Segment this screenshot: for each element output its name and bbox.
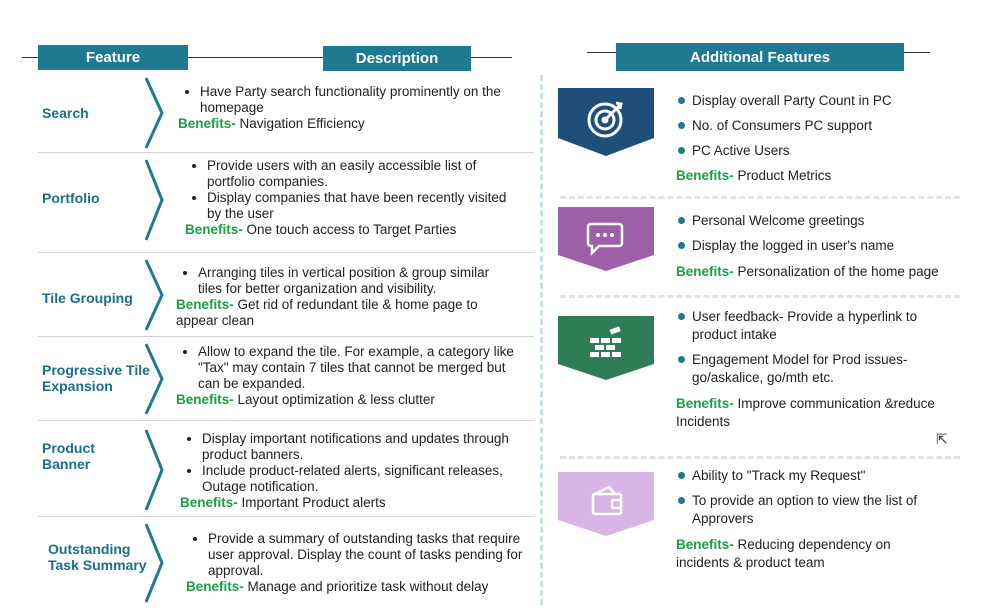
- benefits-label: Benefits-: [186, 579, 244, 594]
- additional-list-3: [678, 308, 938, 387]
- benefits-label: Benefits-: [676, 396, 734, 411]
- description-search: [178, 84, 523, 132]
- additional-benefit-4: [676, 536, 921, 572]
- point: • Include product-related alerts, significant releases, Outage notification.: [202, 463, 525, 495]
- chevron-icon: [142, 342, 168, 416]
- chevron-icon: [142, 76, 168, 150]
- row-separator: [38, 336, 534, 337]
- chevron-icon: [142, 428, 168, 512]
- list-item: Engagement Model for Prod issues- go/askalice, go/mth etc.: [678, 351, 938, 387]
- dependency-badge: [558, 472, 654, 538]
- benefit-text: Important Product alerts: [241, 495, 386, 510]
- description-portfolio: [185, 158, 515, 238]
- cursor-icon: ⇱: [936, 431, 948, 447]
- benefit-text: Improve communication &reduce Incidents: [676, 396, 935, 429]
- list-item: User feedback- Provide a hyperlink to product intake: [678, 308, 938, 344]
- chevron-icon: [142, 158, 168, 242]
- benefits-label: Benefits-: [178, 116, 236, 131]
- feature-portfolio: Portfolio: [42, 190, 100, 206]
- point: • Display important notifications and updates through product banners.: [202, 431, 525, 463]
- benefit-text: Get rid of redundant tile & home page to appear clean: [176, 297, 478, 328]
- feature-header: Feature: [38, 45, 188, 70]
- point: • Provide a summary of outstanding tasks that require user approval. Display the count of tasks pending for approval.: [208, 531, 531, 579]
- list-item: No. of Consumers PC support: [678, 117, 978, 135]
- communication-badge: [558, 316, 654, 382]
- section-divider: [560, 295, 960, 298]
- point: • Arranging tiles in vertical position & group similar tiles for better organization and visibility.: [198, 265, 516, 297]
- additional-benefit-1: [676, 167, 976, 185]
- point: • Allow to expand the tile. For example, a category like "Tax" may contain 7 tiles that cannot be merged but can be expanded.: [198, 344, 516, 392]
- benefits-label: Benefits-: [676, 537, 734, 552]
- list-item: Ability to "Track my Request": [678, 467, 948, 485]
- section-divider: [560, 196, 960, 199]
- row-separator: [38, 152, 534, 153]
- additional-benefit-3: [676, 395, 966, 431]
- additional-features-header: Additional Features: [616, 43, 904, 71]
- point: • Provide users with an easily accessible list of portfolio companies.: [207, 158, 515, 190]
- metrics-badge: [558, 88, 654, 158]
- benefit-text: Personalization of the home page: [737, 264, 939, 279]
- description-header: Description: [323, 46, 471, 71]
- description-product-banner: [180, 431, 525, 511]
- feature-product-banner: Product Banner: [42, 440, 95, 472]
- chevron-icon: [142, 522, 168, 604]
- benefits-label: Benefits-: [176, 392, 234, 407]
- benefit-text: Product Metrics: [737, 168, 832, 183]
- description-tile-grouping: [176, 265, 516, 329]
- benefits-label: Benefits-: [676, 264, 734, 279]
- feature-tile-grouping: Tile Grouping: [42, 290, 133, 306]
- additional-list-4: [678, 467, 948, 528]
- benefit-text: Layout optimization & less clutter: [237, 392, 435, 407]
- row-separator: [38, 252, 534, 253]
- list-item: Display overall Party Count in PC: [678, 92, 978, 110]
- benefits-label: Benefits-: [676, 168, 734, 183]
- row-separator: [38, 420, 534, 421]
- feature-outstanding-task-summary: Outstanding Task Summary: [48, 541, 147, 573]
- chevron-icon: [142, 258, 168, 332]
- feature-progressive-tile-expansion: Progressive Tile Expansion: [42, 362, 150, 394]
- list-item: Display the logged in user's name: [678, 237, 978, 255]
- feature-search: Search: [42, 105, 89, 121]
- list-item: Personal Welcome greetings: [678, 212, 978, 230]
- benefits-label: Benefits-: [185, 222, 243, 237]
- section-divider: [560, 456, 960, 459]
- personalization-badge: [558, 207, 654, 273]
- list-item: To provide an option to view the list of Approvers: [678, 492, 948, 528]
- benefit-text: One touch access to Target Parties: [246, 222, 457, 237]
- column-divider: [540, 75, 543, 605]
- point: • Display companies that have been recently visited by the user: [207, 190, 515, 222]
- benefit-text: Navigation Efficiency: [239, 116, 365, 131]
- benefit-text: Reducing dependency on incidents & product team: [676, 537, 891, 570]
- additional-list-1: [678, 92, 978, 160]
- benefits-label: Benefits-: [180, 495, 238, 510]
- list-item: PC Active Users: [678, 142, 978, 160]
- benefits-label: Benefits-: [176, 297, 234, 312]
- point: • Have Party search functionality prominently on the homepage: [200, 84, 523, 116]
- additional-list-2: [678, 212, 978, 255]
- description-outstanding-task-summary: [186, 531, 531, 595]
- additional-benefit-2: [676, 263, 976, 281]
- description-progressive-tile-expansion: [176, 344, 516, 408]
- benefit-text: Manage and prioritize task without delay: [247, 579, 489, 594]
- row-separator: [38, 516, 534, 517]
